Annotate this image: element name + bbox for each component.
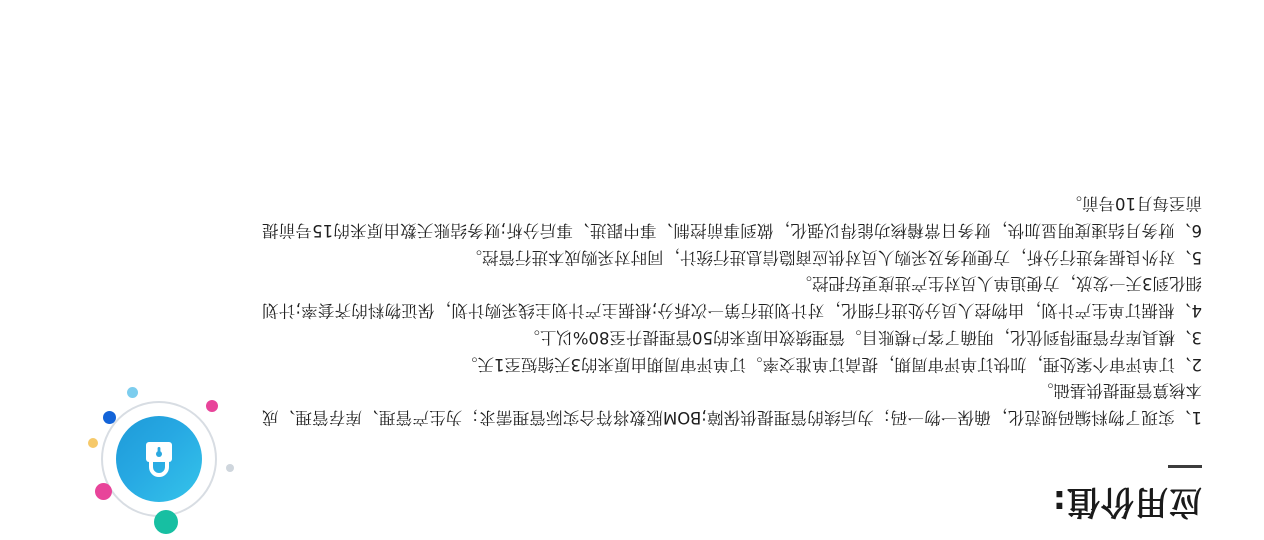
decorative-dot <box>226 464 234 472</box>
body-paragraph: 2、订单评审个案处理，加快订单评审周期，提高订单准交率。订单评审周期由原来的3天缩短至1天。 <box>461 354 1202 374</box>
decorative-lock-badge <box>84 384 234 534</box>
body-paragraph: 4、根据订单生产计划，由物控人员分处进行细化，对计划进行第一次拆分;根据主产计划主线采购计划，保证物料的齐套率;计划细化到3天一发放，方便追单人员对生产进度更好把控。 <box>262 274 1202 321</box>
body-paragraph: 1、实现了物料编码规范化，确保一物一码；为后续的管理提供保障;BOM版数将符合实际管理需求；为生产管理、库存管理、成本核算管理提供基础。 <box>262 381 1202 427</box>
body-text-block <box>262 190 1202 430</box>
decorative-dot <box>154 510 178 534</box>
decorative-dot <box>127 387 138 398</box>
page-title: 应用价值: <box>1051 483 1202 522</box>
title-underline-rule <box>1168 465 1202 468</box>
decorative-dot <box>88 438 98 448</box>
body-paragraph: 6、财务月结速度明显加快，财务日常稽核功能得以强化，做到事前控制、事中跟进、事后分析;财务结账天数由原来的15号前提前至每月10号前。 <box>262 194 1202 240</box>
decorative-dot <box>95 483 112 500</box>
lock-icon <box>116 416 202 502</box>
title-block <box>262 465 1202 522</box>
decorative-dot <box>103 411 116 424</box>
decorative-dot <box>206 400 218 412</box>
body-paragraph: 3、模具库存管理得到优化，明确了客户模账目。管理绩效由原来的50管理提升至80%以上。 <box>523 327 1202 347</box>
body-paragraph: 5、对外良据考进行分析，方便财务及采购人员对供应商隐信息进行统计，同时对采购成本进行管控。 <box>465 247 1202 267</box>
